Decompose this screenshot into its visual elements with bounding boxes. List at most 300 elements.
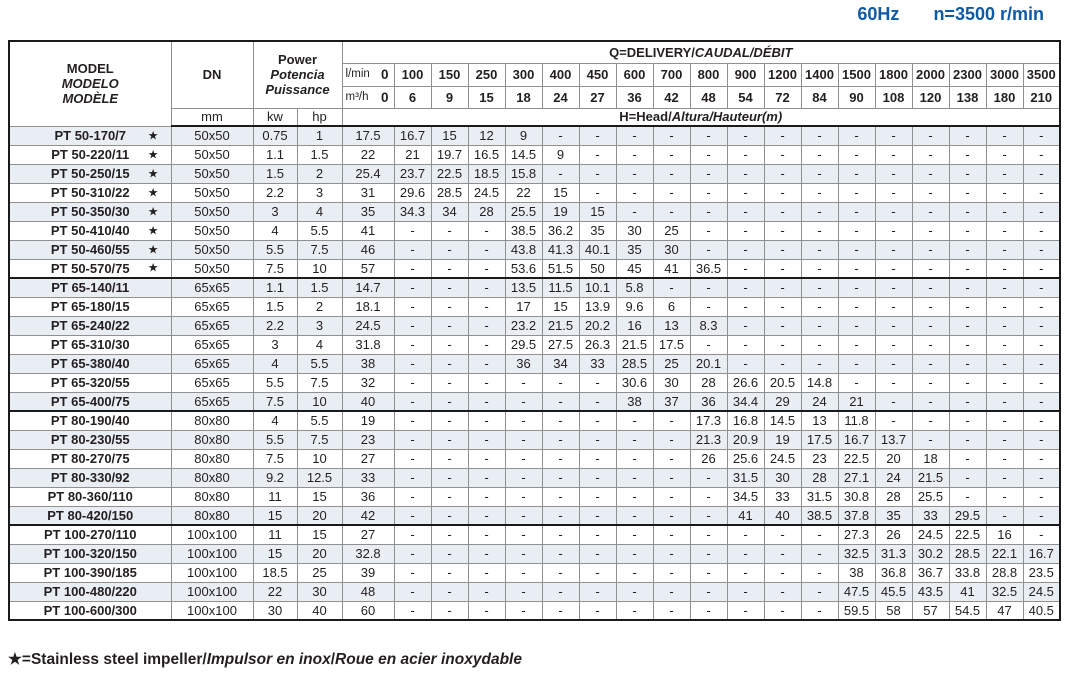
- head-cell: 24: [875, 468, 912, 487]
- head-cell: 28: [690, 373, 727, 392]
- head-cell: -: [727, 582, 764, 601]
- dn-cell: 65x65: [171, 392, 253, 411]
- stainless-star-icon: ★: [147, 166, 159, 180]
- head-cell: -: [912, 202, 949, 221]
- dn-cell: 100x100: [171, 563, 253, 582]
- kw-cell: 7.5: [253, 392, 297, 411]
- head-cell: 14.7: [342, 278, 394, 297]
- table-row: [9, 506, 1060, 525]
- head-cell: -: [949, 316, 986, 335]
- head-cell: -: [875, 145, 912, 164]
- head-cell: -: [653, 126, 690, 145]
- head-cell: 17.5: [801, 430, 838, 449]
- head-cell: -: [801, 297, 838, 316]
- dn-cell: 65x65: [171, 278, 253, 297]
- head-cell: -: [912, 354, 949, 373]
- kw-cell: 1.5: [253, 297, 297, 316]
- head-cell: 34.3: [394, 202, 431, 221]
- head-cell: -: [1023, 354, 1060, 373]
- head-cell: -: [986, 202, 1023, 221]
- head-cell: -: [431, 316, 468, 335]
- dn-cell: 50x50: [171, 183, 253, 202]
- head-cell: -: [801, 126, 838, 145]
- head-cell: -: [579, 563, 616, 582]
- head-cell: -: [468, 335, 505, 354]
- head-cell: -: [838, 145, 875, 164]
- model-name: PT 50-170/7: [54, 128, 127, 143]
- kw-cell: 0.75: [253, 126, 297, 145]
- hp-cell: 5.5: [297, 221, 342, 240]
- hp-cell: 4: [297, 335, 342, 354]
- head-cell: 27.1: [838, 468, 875, 487]
- model-name: PT 50-310/22: [50, 185, 130, 200]
- lmin-value: 450: [579, 63, 616, 86]
- delivery-title: [342, 41, 1060, 63]
- head-cell: -: [394, 525, 431, 544]
- head-cell: -: [986, 411, 1023, 430]
- head-cell: -: [690, 164, 727, 183]
- model-cell: [9, 354, 171, 373]
- head-cell: 14.5: [764, 411, 801, 430]
- head-cell: -: [579, 145, 616, 164]
- hp-cell: 3: [297, 183, 342, 202]
- head-cell: -: [505, 430, 542, 449]
- head-cell: 60: [342, 601, 394, 620]
- dn-cell: 80x80: [171, 487, 253, 506]
- table-row: [9, 278, 1060, 297]
- table-row: [9, 544, 1060, 563]
- head-cell: 26.6: [727, 373, 764, 392]
- head-cell: 28: [801, 468, 838, 487]
- head-cell: -: [542, 506, 579, 525]
- hp-cell: 5.5: [297, 354, 342, 373]
- model-cell: [9, 221, 171, 240]
- lmin-value: 300: [505, 63, 542, 86]
- head-cell: 15: [542, 183, 579, 202]
- head-cell: -: [394, 563, 431, 582]
- head-cell: -: [542, 468, 579, 487]
- head-cell: -: [1023, 126, 1060, 145]
- table-row: [9, 335, 1060, 354]
- head-cell: 17.3: [690, 411, 727, 430]
- hp-cell: 10: [297, 449, 342, 468]
- head-cell: 11.8: [838, 411, 875, 430]
- head-cell: -: [431, 373, 468, 392]
- head-cell: 13: [653, 316, 690, 335]
- head-cell: -: [801, 183, 838, 202]
- head-cell: 18.5: [468, 164, 505, 183]
- head-cell: -: [468, 430, 505, 449]
- head-cell: -: [542, 164, 579, 183]
- head-cell: 29.5: [949, 506, 986, 525]
- model-cell: [9, 240, 171, 259]
- head-cell: 47: [986, 601, 1023, 620]
- head-cell: -: [1023, 335, 1060, 354]
- head-cell: -: [986, 126, 1023, 145]
- table-row: [9, 582, 1060, 601]
- head-cell: -: [949, 164, 986, 183]
- hp-cell: 5.5: [297, 411, 342, 430]
- head-cell: -: [542, 392, 579, 411]
- lmin-value: 2000: [912, 63, 949, 86]
- head-cell: -: [727, 563, 764, 582]
- m3h-value: 210: [1023, 86, 1060, 108]
- model-name: PT 80-360/110: [47, 489, 133, 504]
- head-cell: -: [394, 411, 431, 430]
- head-cell: -: [801, 525, 838, 544]
- head-cell: -: [727, 601, 764, 620]
- head-cell: 9.6: [616, 297, 653, 316]
- hp-cell: 10: [297, 392, 342, 411]
- head-cell: 40: [342, 392, 394, 411]
- table-row: [9, 563, 1060, 582]
- table-row: [9, 145, 1060, 164]
- model-cell: [9, 145, 171, 164]
- head-cell: 28.5: [431, 183, 468, 202]
- model-name: PT 65-380/40: [50, 356, 130, 371]
- dn-cell: 65x65: [171, 316, 253, 335]
- head-cell: -: [468, 316, 505, 335]
- head-cell: -: [1023, 525, 1060, 544]
- head-cell: 45: [616, 259, 653, 278]
- footnote-en: =Stainless steel impeller/: [21, 651, 207, 668]
- head-cell: -: [431, 582, 468, 601]
- head-cell: -: [616, 126, 653, 145]
- dn-cell: 100x100: [171, 601, 253, 620]
- head-cell: -: [616, 601, 653, 620]
- head-cell: 40.5: [1023, 601, 1060, 620]
- head-cell: -: [986, 354, 1023, 373]
- head-cell: -: [875, 259, 912, 278]
- head-cell: 20.2: [579, 316, 616, 335]
- head-cell: 19: [542, 202, 579, 221]
- head-cell: 17: [505, 297, 542, 316]
- head-cell: 16.8: [727, 411, 764, 430]
- head-cell: 24.5: [1023, 582, 1060, 601]
- head-cell: -: [801, 145, 838, 164]
- head-cell: 45.5: [875, 582, 912, 601]
- head-cell: 54.5: [949, 601, 986, 620]
- head-cell: -: [1023, 145, 1060, 164]
- head-cell: -: [801, 544, 838, 563]
- head-cell: -: [468, 354, 505, 373]
- head-cell: 13.5: [505, 278, 542, 297]
- lmin-label: l/min: [345, 68, 370, 80]
- star-icon: ★: [8, 651, 22, 668]
- head-cell: -: [986, 145, 1023, 164]
- head-cell: 39: [342, 563, 394, 582]
- m3h-value: 48: [690, 86, 727, 108]
- head-cell: -: [912, 164, 949, 183]
- head-cell: -: [727, 259, 764, 278]
- model-name: PT 50-220/11: [51, 147, 130, 162]
- head-cell: -: [394, 278, 431, 297]
- kw-unit: kw: [253, 108, 297, 126]
- head-cell: -: [579, 582, 616, 601]
- model-cell: [9, 430, 171, 449]
- table-row: [9, 316, 1060, 335]
- head-cell: -: [912, 259, 949, 278]
- lmin-value: 400: [542, 63, 579, 86]
- kw-cell: 4: [253, 354, 297, 373]
- model-cell: [9, 449, 171, 468]
- head-cell: -: [616, 202, 653, 221]
- head-cell: 32.5: [838, 544, 875, 563]
- head-cell: 32: [342, 373, 394, 392]
- head-cell: -: [1023, 183, 1060, 202]
- head-cell: 23.2: [505, 316, 542, 335]
- head-cell: 58: [875, 601, 912, 620]
- model-name: PT 50-460/55: [50, 242, 130, 257]
- head-cell: -: [838, 354, 875, 373]
- model-cell: [9, 525, 171, 544]
- head-cell: -: [875, 202, 912, 221]
- head-cell: -: [394, 354, 431, 373]
- head-cell: 47.5: [838, 582, 875, 601]
- head-cell: -: [912, 392, 949, 411]
- head-cell: 42: [342, 506, 394, 525]
- head-cell: -: [653, 449, 690, 468]
- m3h-value: 180: [986, 86, 1023, 108]
- m3h-value: 15: [468, 86, 505, 108]
- model-name: PT 80-270/75: [50, 451, 130, 466]
- dn-cell: 65x65: [171, 297, 253, 316]
- model-name: PT 65-240/22: [50, 318, 130, 333]
- model-cell: [9, 392, 171, 411]
- dn-cell: 80x80: [171, 411, 253, 430]
- model-name: PT 80-190/40: [50, 413, 130, 429]
- head-cell: -: [690, 582, 727, 601]
- head-cell: -: [468, 601, 505, 620]
- dn-cell: 80x80: [171, 506, 253, 525]
- m3h-value: 120: [912, 86, 949, 108]
- head-cell: 25.5: [505, 202, 542, 221]
- head-cell: -: [727, 164, 764, 183]
- head-cell: -: [468, 449, 505, 468]
- head-cell: -: [579, 449, 616, 468]
- head-cell: 20: [875, 449, 912, 468]
- head-cell: -: [616, 411, 653, 430]
- table-row: [9, 354, 1060, 373]
- model-cell: [9, 468, 171, 487]
- head-cell: 25.6: [727, 449, 764, 468]
- head-cell: -: [616, 582, 653, 601]
- dn-cell: 50x50: [171, 240, 253, 259]
- head-cell: -: [542, 449, 579, 468]
- head-cell: -: [727, 183, 764, 202]
- kw-cell: 11: [253, 487, 297, 506]
- head-cell: -: [986, 487, 1023, 506]
- head-cell: -: [764, 544, 801, 563]
- kw-cell: 15: [253, 544, 297, 563]
- head-cell: 43.8: [505, 240, 542, 259]
- head-cell: 10.1: [579, 278, 616, 297]
- kw-cell: 5.5: [253, 240, 297, 259]
- head-cell: -: [653, 582, 690, 601]
- lmin-value: 2300: [949, 63, 986, 86]
- dn-cell: 80x80: [171, 468, 253, 487]
- head-cell: -: [431, 430, 468, 449]
- head-cell: -: [801, 582, 838, 601]
- m3h-value: 0: [380, 89, 389, 105]
- head-cell: -: [764, 221, 801, 240]
- head-cell: -: [468, 582, 505, 601]
- kw-cell: 3: [253, 335, 297, 354]
- dn-cell: 65x65: [171, 354, 253, 373]
- kw-cell: 1.1: [253, 278, 297, 297]
- head-cell: -: [949, 392, 986, 411]
- hp-cell: 30: [297, 582, 342, 601]
- head-cell: -: [986, 221, 1023, 240]
- head-cell: -: [727, 145, 764, 164]
- head-cell: -: [505, 487, 542, 506]
- head-cell: -: [394, 316, 431, 335]
- head-cell: -: [1023, 202, 1060, 221]
- head-cell: -: [764, 278, 801, 297]
- head-cell: -: [653, 506, 690, 525]
- head-cell: -: [431, 354, 468, 373]
- head-cell: 28.5: [949, 544, 986, 563]
- head-cell: 21.5: [616, 335, 653, 354]
- head-cell: 41: [949, 582, 986, 601]
- head-cell: -: [764, 601, 801, 620]
- head-cell: 18.1: [342, 297, 394, 316]
- model-name: PT 65-400/75: [50, 393, 130, 409]
- head-cell: -: [986, 316, 1023, 335]
- head-cell: 37.8: [838, 506, 875, 525]
- head-cell: 28.8: [986, 563, 1023, 582]
- lmin-value: 0: [380, 67, 389, 82]
- head-cell: 27: [342, 449, 394, 468]
- model-cell: [9, 487, 171, 506]
- head-cell: 30.6: [616, 373, 653, 392]
- head-cell: -: [468, 525, 505, 544]
- frequency-label: 60Hz: [857, 4, 900, 24]
- head-cell: -: [764, 259, 801, 278]
- head-cell: -: [986, 278, 1023, 297]
- head-cell: -: [912, 221, 949, 240]
- head-cell: -: [690, 240, 727, 259]
- head-cell: 34.4: [727, 392, 764, 411]
- head-cell: 46: [342, 240, 394, 259]
- head-cell: -: [801, 278, 838, 297]
- head-cell: -: [912, 240, 949, 259]
- head-cell: 21.3: [690, 430, 727, 449]
- head-cell: 30: [764, 468, 801, 487]
- head-cell: -: [653, 563, 690, 582]
- kw-cell: 1.5: [253, 164, 297, 183]
- hp-cell: 20: [297, 506, 342, 525]
- head-cell: -: [875, 278, 912, 297]
- kw-cell: 7.5: [253, 259, 297, 278]
- head-cell: -: [949, 221, 986, 240]
- head-cell: -: [764, 183, 801, 202]
- head-cell: -: [838, 373, 875, 392]
- head-cell: -: [431, 335, 468, 354]
- head-cell: -: [875, 164, 912, 183]
- hp-cell: 7.5: [297, 240, 342, 259]
- head-cell: -: [431, 411, 468, 430]
- head-cell: 21.5: [542, 316, 579, 335]
- head-cell: 19.7: [431, 145, 468, 164]
- head-cell: -: [1023, 373, 1060, 392]
- m3h-value: 9: [431, 86, 468, 108]
- head-cell: -: [727, 126, 764, 145]
- head-cell: -: [653, 411, 690, 430]
- table-row: [9, 126, 1060, 145]
- stainless-star-icon: ★: [147, 185, 159, 199]
- head-cell: -: [394, 297, 431, 316]
- head-cell: 37: [653, 392, 690, 411]
- head-cell: 20.1: [690, 354, 727, 373]
- head-cell: -: [764, 297, 801, 316]
- head-cell: -: [764, 145, 801, 164]
- head-cell: -: [949, 240, 986, 259]
- model-cell: [9, 582, 171, 601]
- head-cell: -: [1023, 316, 1060, 335]
- head-cell: -: [986, 164, 1023, 183]
- head-cell: -: [431, 240, 468, 259]
- head-cell: -: [431, 221, 468, 240]
- head-cell: -: [801, 601, 838, 620]
- stainless-star-icon: ★: [147, 260, 159, 275]
- footnote-fr: Roue en acier inoxydable: [335, 651, 522, 668]
- head-cell: 41: [653, 259, 690, 278]
- head-cell: -: [394, 392, 431, 411]
- head-cell: 31.3: [875, 544, 912, 563]
- table-row: [9, 525, 1060, 544]
- head-cell: 30: [653, 240, 690, 259]
- head-cell: -: [690, 601, 727, 620]
- model-name: PT 80-420/150: [47, 507, 134, 523]
- head-cell: -: [653, 525, 690, 544]
- head-cell: -: [431, 468, 468, 487]
- head-cell: -: [690, 563, 727, 582]
- kw-cell: 2.2: [253, 316, 297, 335]
- lmin-value: 900: [727, 63, 764, 86]
- kw-cell: 7.5: [253, 449, 297, 468]
- head-cell: -: [912, 183, 949, 202]
- head-cell: 32.8: [342, 544, 394, 563]
- head-cell: 34.5: [727, 487, 764, 506]
- head-cell: -: [431, 563, 468, 582]
- head-cell: -: [468, 506, 505, 525]
- head-cell: -: [579, 126, 616, 145]
- head-cell: -: [1023, 506, 1060, 525]
- head-cell: -: [875, 316, 912, 335]
- head-cell: -: [1023, 221, 1060, 240]
- head-cell: -: [468, 468, 505, 487]
- model-name: PT 50-570/75: [50, 260, 130, 276]
- head-cell: -: [949, 354, 986, 373]
- head-cell: -: [912, 373, 949, 392]
- head-cell: -: [690, 145, 727, 164]
- kw-cell: 1.1: [253, 145, 297, 164]
- model-cell: [9, 601, 171, 620]
- head-cell: -: [1023, 164, 1060, 183]
- head-cell: 25: [653, 354, 690, 373]
- head-cell: -: [690, 202, 727, 221]
- model-cell: [9, 259, 171, 278]
- head-cell: 35: [342, 202, 394, 221]
- head-cell: 24.5: [468, 183, 505, 202]
- head-cell: -: [912, 297, 949, 316]
- head-cell: -: [949, 145, 986, 164]
- head-cell: 29.5: [505, 335, 542, 354]
- head-cell: -: [875, 126, 912, 145]
- head-cell: 15: [542, 297, 579, 316]
- head-cell: 30: [616, 221, 653, 240]
